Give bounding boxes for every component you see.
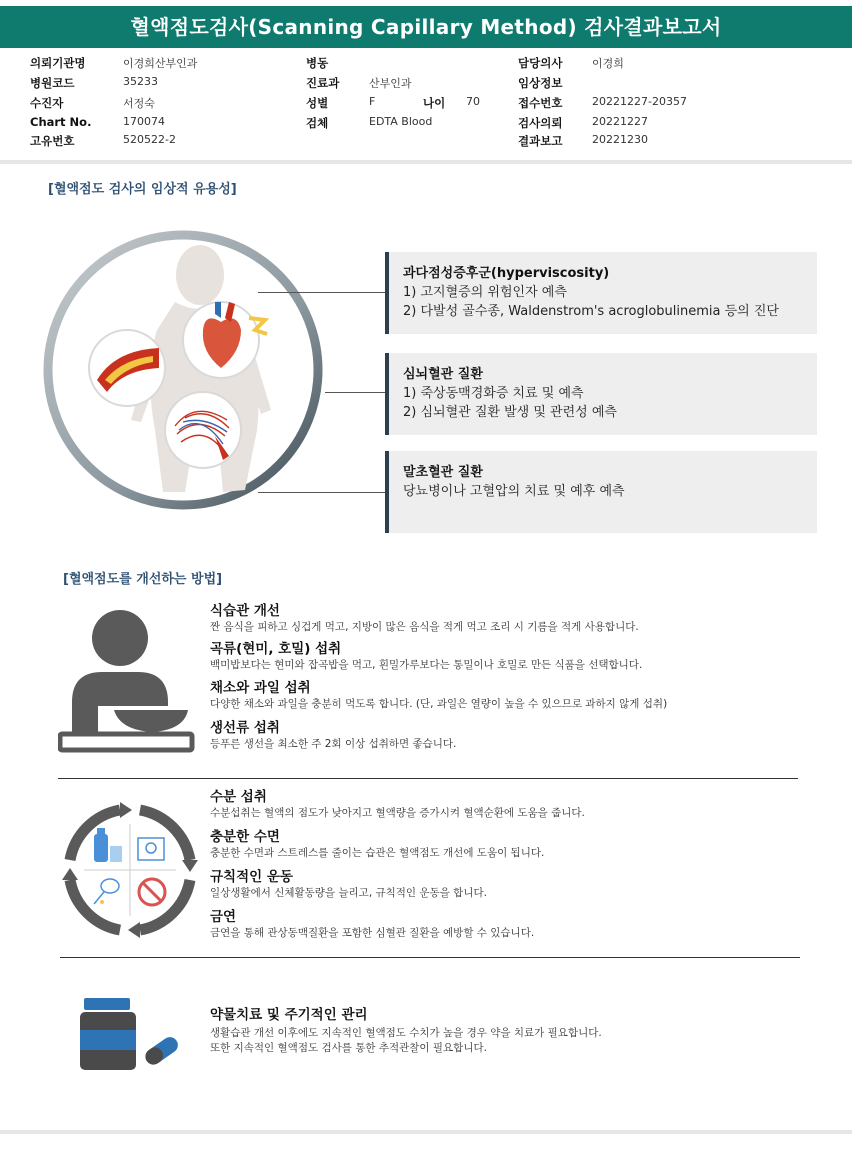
tip-diet: 식습관 개선 짠 음식을 피하고 싱겁게 먹고, 지방이 많은 음식을 적게 먹고 조리 시 기름을 적게 사용합니다.: [210, 603, 639, 633]
tip-no-smoking: 금연 금연을 통해 관상동맥질환을 포함한 심혈관 질환을 예방할 수 있습니다.: [210, 909, 535, 939]
section-divider: [60, 957, 800, 958]
tip-medication: 약물치료 및 주기적인 관리 생활습관 개선 이후에도 지속적인 혈액점도 수치가 높을 경우 약을 치료가 필요합니다. 또한 지속적인 혈액점도 검사를 통한 추적관찰이 필요합니다.: [210, 1007, 602, 1054]
clinical-card-hyperviscosity: 과다점성증후군(hyperviscosity) 1) 고지혈증의 위험인자 예측 2) 다발성 골수종, Waldenstrom's acroglobulinemia 등의 진단: [385, 252, 817, 334]
medicine-bottle-icon: [78, 994, 188, 1074]
tip-vegetables: 채소와 과일 섭취 다양한 채소와 과일을 충분히 먹도록 합니다. (단, 과일은 열량이 높을 수 있으므로 과하지 않게 섭취): [210, 680, 668, 710]
patient-info: 의뢰기관명 이경희산부인과 병원코드 35233 수진자 서정숙 Chart No. 170074 고유번호 520522-2 병동 진료과 산부인과 성별 F 나이 70 검체 EDTA Blood 담당의사 이경희 임상정보 접수번호 20221227-20357 검사의뢰 20221227 결과보고 20221230: [30, 56, 687, 148]
tip-grains: 곡류(현미, 호밀) 섭취 백미밥보다는 현미와 잡곡밥을 먹고, 흰밀가루보다는 통밀이나 호밀로 만든 식품을 선택합니다.: [210, 641, 643, 671]
improve-section-title: [혈액점도를 개선하는 방법]: [63, 572, 223, 587]
clinical-section-title: [혈액점도 검사의 임상적 유용성]: [48, 182, 237, 197]
clinical-card-peripheral: 말초혈관 질환 당뇨병이나 고혈압의 치료 및 예후 예측: [385, 451, 817, 533]
tip-exercise: 규칙적인 운동 일상생활에서 신체활동량을 늘리고, 규칙적인 운동을 합니다.: [210, 869, 487, 899]
tip-fish: 생선류 섭취 등푸른 생선을 최소한 주 2회 이상 섭취하면 좋습니다.: [210, 720, 457, 750]
sleep-icon: [138, 838, 164, 860]
body-circle-illustration: [35, 230, 335, 510]
connector-line: [325, 392, 386, 393]
tip-sleep: 충분한 수면 충분한 수면과 스트레스를 줄이는 습관은 혈액점도 개선에 도움이 됩니다.: [210, 829, 545, 859]
footer-divider: [0, 1130, 852, 1134]
connector-line: [258, 492, 386, 493]
tip-water: 수분 섭취 수분섭취는 혈액의 점도가 낮아지고 혈액량을 증가시켜 혈액순환에 도움을 줍니다.: [210, 789, 585, 819]
water-bottle-icon: [94, 828, 122, 862]
person-eating-icon: [58, 606, 198, 756]
clinical-card-cardiovascular: 심뇌혈관 질환 1) 죽상동맥경화증 치료 및 예측 2) 심뇌혈관 질환 발생 및 관련성 예측: [385, 353, 817, 435]
lifestyle-cycle-icon: [50, 790, 210, 950]
header-divider: [0, 160, 852, 164]
exercise-icon: [94, 879, 119, 904]
artery-icon: [89, 330, 165, 406]
connector-line: [258, 292, 386, 293]
no-smoking-icon: [139, 879, 165, 905]
blood-vessels-icon: [165, 392, 241, 468]
section-divider: [58, 778, 798, 779]
report-title: 혈액점도검사(Scanning Capillary Method) 검사결과보고서: [0, 6, 852, 48]
